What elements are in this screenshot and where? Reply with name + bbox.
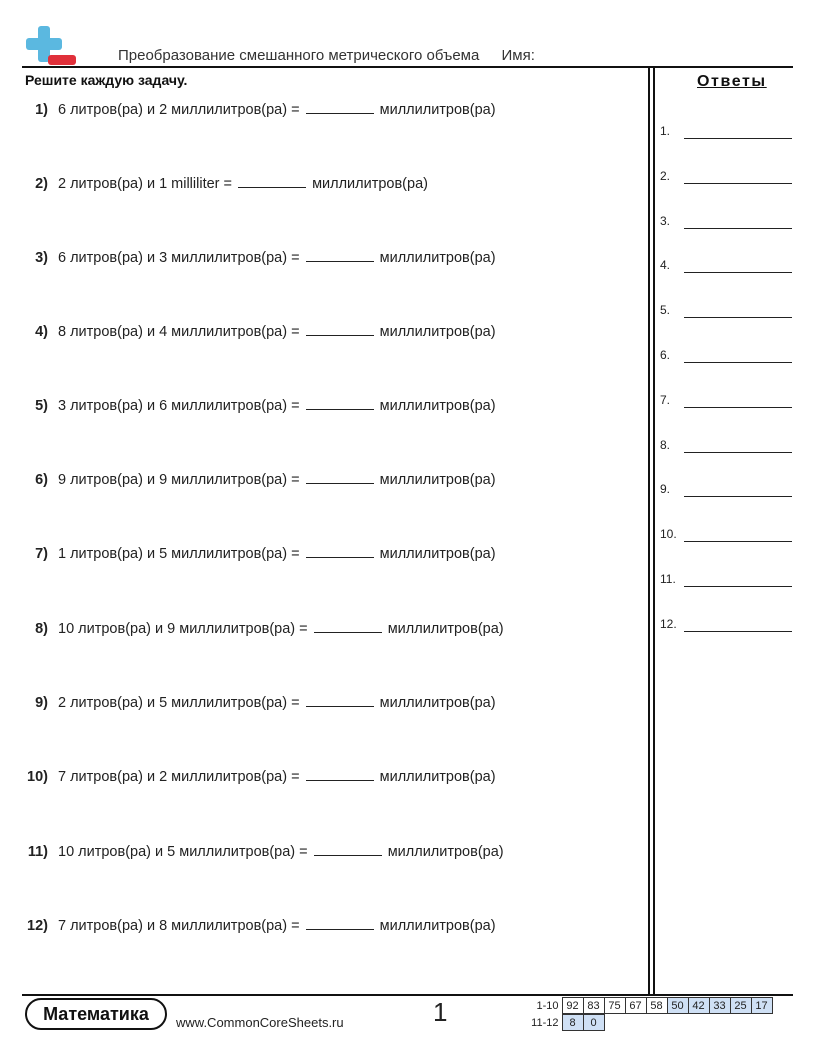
answer-label: 2.	[660, 168, 671, 183]
footer-divider	[22, 994, 793, 996]
answer-line[interactable]	[684, 631, 792, 632]
answer-line[interactable]	[684, 228, 792, 229]
answer-label: 3.	[660, 213, 671, 228]
problem-text: 10 литров(ра) и 9 миллилитров(ра) =	[58, 621, 308, 637]
problem-text: 1 литров(ра) и 5 миллилитров(ра) =	[58, 546, 300, 562]
answer-line[interactable]	[684, 496, 792, 497]
problem-11	[0, 843, 504, 860]
column-divider	[648, 66, 650, 996]
answer-label: 9.	[660, 482, 671, 497]
score-table-row-1	[528, 997, 773, 1014]
answer-blank[interactable]	[306, 101, 374, 114]
problem-10	[0, 768, 496, 785]
score-cell: 25	[730, 998, 751, 1014]
score-cell: 58	[646, 998, 667, 1014]
problem-number: 7)	[35, 546, 48, 562]
plus-minus-logo-icon	[22, 24, 78, 68]
problem-12	[0, 917, 496, 934]
problem-unit: миллилитров(ра)	[379, 250, 496, 266]
answer-label: 4.	[660, 258, 671, 273]
score-range-label: 11-12	[531, 1016, 559, 1029]
problem-5	[0, 397, 496, 414]
answer-blank[interactable]	[306, 694, 374, 707]
worksheet-title	[118, 47, 535, 64]
problem-unit: миллилитров(ра)	[379, 918, 496, 934]
problem-number: 9)	[35, 695, 48, 711]
problem-unit: миллилитров(ра)	[379, 102, 496, 118]
answer-blank[interactable]	[306, 471, 374, 484]
score-cell: 67	[625, 998, 646, 1014]
problem-number: 8)	[35, 621, 48, 637]
problem-number: 10)	[27, 769, 48, 785]
problem-unit: миллилитров(ра)	[379, 546, 496, 562]
problem-unit: миллилитров(ра)	[312, 176, 428, 192]
answer-blank[interactable]	[238, 175, 306, 188]
answer-line[interactable]	[684, 317, 792, 318]
score-cell: 8	[562, 1015, 583, 1031]
problem-unit: миллилитров(ра)	[379, 324, 496, 340]
problem-text: 6 литров(ра) и 2 миллилитров(ра) =	[58, 102, 300, 118]
answer-line[interactable]	[684, 138, 792, 139]
answer-label: 6.	[660, 348, 671, 362]
answer-label: 8.	[660, 437, 671, 452]
answer-line[interactable]	[684, 452, 792, 453]
score-cell: 50	[667, 998, 688, 1014]
problem-number: 5)	[35, 398, 48, 414]
problem-number: 3)	[35, 250, 48, 266]
answer-label: 12.	[660, 616, 677, 631]
answers-title: Ответы	[697, 73, 767, 90]
problem-number: 4)	[35, 324, 48, 340]
problem-2	[0, 175, 428, 192]
problem-number: 1)	[35, 102, 48, 118]
score-range-label: 1-10	[536, 999, 559, 1012]
problem-text: 3 литров(ра) и 6 миллилитров(ра) =	[58, 398, 300, 414]
problem-text: 2 литров(ра) и 1 milliliter =	[58, 176, 232, 192]
answer-label: 11.	[660, 572, 676, 586]
problem-unit: миллилитров(ра)	[379, 769, 496, 785]
score-cell: 0	[583, 1015, 604, 1031]
problem-7	[0, 545, 496, 562]
problem-number: 12)	[27, 918, 48, 934]
problem-text: 9 литров(ра) и 9 миллилитров(ра) =	[58, 472, 300, 488]
answer-blank[interactable]	[306, 323, 374, 336]
answer-label: 1.	[660, 124, 671, 138]
answer-line[interactable]	[684, 183, 792, 184]
answer-blank[interactable]	[306, 917, 374, 930]
answer-line[interactable]	[684, 407, 792, 408]
problem-number: 6)	[35, 472, 48, 488]
problem-1	[0, 101, 496, 118]
score-cell: 42	[688, 998, 709, 1014]
answer-line[interactable]	[684, 586, 792, 587]
score-cell: 83	[583, 998, 604, 1014]
problem-number: 2)	[35, 176, 48, 192]
problem-text: 6 литров(ра) и 3 миллилитров(ра) =	[58, 250, 300, 266]
answer-label: 7.	[660, 392, 671, 407]
problem-number: 11)	[27, 844, 48, 860]
problem-unit: миллилитров(ра)	[379, 398, 496, 414]
problem-text: 7 литров(ра) и 8 миллилитров(ра) =	[58, 918, 300, 934]
instructions: Решите каждую задачу.	[25, 72, 188, 88]
problem-unit: миллилитров(ра)	[379, 695, 496, 711]
answer-blank[interactable]	[306, 249, 374, 262]
answer-label: 5.	[660, 303, 671, 318]
score-cell: 92	[562, 998, 583, 1014]
name-label: Имя:	[501, 47, 535, 64]
problem-3	[0, 249, 496, 266]
problem-unit: миллилитров(ра)	[387, 844, 504, 860]
answer-line[interactable]	[684, 541, 792, 542]
answer-line[interactable]	[684, 272, 792, 273]
column-divider	[653, 66, 655, 996]
problem-text: 8 литров(ра) и 4 миллилитров(ра) =	[58, 324, 300, 340]
score-cell: 17	[751, 998, 772, 1014]
header-divider	[22, 66, 793, 68]
problem-text: 10 литров(ра) и 5 миллилитров(ра) =	[58, 844, 308, 860]
answer-blank[interactable]	[306, 768, 374, 781]
answer-blank[interactable]	[314, 843, 382, 856]
site-url: www.CommonCoreSheets.ru	[176, 1015, 344, 1030]
problem-8	[0, 620, 504, 637]
problem-text: 7 литров(ра) и 2 миллилитров(ра) =	[58, 769, 300, 785]
answer-label: 10.	[660, 527, 677, 542]
score-table-row-2	[528, 1014, 605, 1031]
score-cell: 75	[604, 998, 625, 1014]
problem-6	[0, 471, 496, 488]
answer-blank[interactable]	[306, 545, 374, 558]
page-number: 1	[433, 997, 448, 1027]
title-text: Преобразование смешанного метрического объема	[118, 47, 480, 64]
problem-unit: миллилитров(ра)	[387, 621, 504, 637]
score-cell: 33	[709, 998, 730, 1014]
answer-blank[interactable]	[314, 620, 382, 633]
problem-4	[0, 323, 496, 340]
subject-badge: Математика	[25, 998, 167, 1030]
answer-line[interactable]	[684, 362, 792, 363]
problem-unit: миллилитров(ра)	[379, 472, 496, 488]
problem-text: 2 литров(ра) и 5 миллилитров(ра) =	[58, 695, 300, 711]
problem-9	[0, 694, 496, 711]
answer-blank[interactable]	[306, 397, 374, 410]
